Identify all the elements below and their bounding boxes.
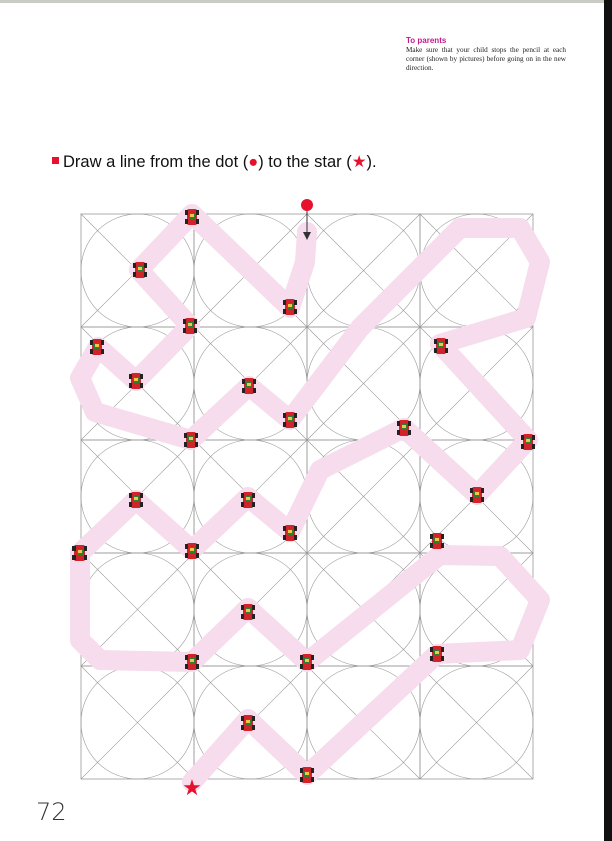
car-driver [526,439,530,442]
car-wheel [185,553,188,558]
car-wheel [441,647,444,652]
race-car-icon [430,646,444,662]
end-star: ★ [182,776,202,801]
car-wheel [532,444,535,449]
race-car-icon [241,604,255,620]
car-wheel [194,319,197,324]
race-car-icon [397,420,411,436]
car-wheel [241,614,244,619]
car-driver [475,492,479,495]
car-wheel [311,768,314,773]
car-wheel [133,263,136,268]
car-driver [246,609,250,612]
star-icon: ★ [351,153,367,171]
car-wheel [294,526,297,531]
car-wheel [294,413,297,418]
car-wheel [140,493,143,498]
parents-note-title: To parents [406,36,447,45]
car-wheel [84,555,87,560]
car-wheel [397,421,400,426]
car-driver [435,538,439,541]
car-wheel [283,300,286,305]
car-wheel [241,725,244,730]
car-wheel [241,605,244,610]
car-wheel [185,664,188,669]
car-wheel [481,497,484,502]
race-car-icon [521,434,535,450]
car-wheel [397,430,400,435]
car-driver [288,304,292,307]
car-driver [134,497,138,500]
car-wheel [521,444,524,449]
car-wheel [441,543,444,548]
race-car-icon [283,525,297,541]
car-wheel [129,502,132,507]
car-wheel [300,655,303,660]
race-car-icon [283,412,297,428]
car-wheel [481,488,484,493]
car-driver [190,548,194,551]
car-wheel [140,383,143,388]
race-car-icon [90,339,104,355]
car-driver [78,550,82,553]
dot-icon: ● [248,153,259,171]
car-wheel [252,716,255,721]
car-wheel [73,555,76,560]
race-car-icon [183,318,197,334]
car-wheel [241,716,244,721]
car-wheel [532,435,535,440]
race-car-icon [73,545,87,561]
car-driver [288,417,292,420]
car-wheel [283,413,286,418]
race-car-icon [434,338,448,354]
race-car-icon [300,654,314,670]
car-driver [246,720,250,723]
grid-cell [81,666,194,779]
car-wheel [445,348,448,353]
car-wheel [140,502,143,507]
race-car-icon [133,262,147,278]
car-wheel [185,544,188,549]
car-wheel [470,488,473,493]
page-number: 72 [36,798,67,826]
car-wheel [183,319,186,324]
car-wheel [185,219,188,224]
car-wheel [252,614,255,619]
race-car-icon [184,432,198,448]
car-wheel [283,526,286,531]
car-wheel [184,442,187,447]
car-wheel [183,328,186,333]
car-wheel [434,348,437,353]
race-car-icon [129,373,143,389]
car-wheel [184,433,187,438]
car-wheel [129,383,132,388]
instruction-text-before: Draw a line from the dot ( [63,153,249,171]
race-car-icon [185,543,199,559]
car-wheel [294,309,297,314]
car-wheel [242,379,245,384]
car-wheel [300,777,303,782]
race-car-icon [241,492,255,508]
car-driver [439,343,443,346]
car-wheel [252,725,255,730]
race-car-icon [300,767,314,783]
car-wheel [195,442,198,447]
car-wheel [242,388,245,393]
grid-cell [420,666,533,779]
car-wheel [253,388,256,393]
car-wheel [101,349,104,354]
car-driver [134,378,138,381]
race-car-icon [185,209,199,225]
race-car-icon [185,654,199,670]
car-wheel [241,493,244,498]
car-wheel [521,435,524,440]
race-car-icon [241,715,255,731]
car-driver [402,425,406,428]
car-driver [305,659,309,662]
car-wheel [408,421,411,426]
car-driver [188,323,192,326]
race-car-icon [470,487,484,503]
car-wheel [441,656,444,661]
car-wheel [196,544,199,549]
car-wheel [73,546,76,551]
car-wheel [241,502,244,507]
car-driver [95,344,99,347]
car-wheel [430,647,433,652]
car-wheel [194,328,197,333]
race-car-icon [430,533,444,549]
car-driver [138,267,142,270]
car-wheel [133,272,136,277]
car-wheel [311,664,314,669]
car-wheel [283,535,286,540]
car-wheel [311,777,314,782]
car-wheel [196,219,199,224]
car-driver [190,659,194,662]
car-driver [305,772,309,775]
parents-note-body: Make sure that your child stops the pencil at each corner (shown by pictures) before going on in the new direction. [406,46,566,72]
car-wheel [294,300,297,305]
car-wheel [252,493,255,498]
car-wheel [283,422,286,427]
car-wheel [144,263,147,268]
car-wheel [430,656,433,661]
car-wheel [445,339,448,344]
car-wheel [300,768,303,773]
car-driver [190,214,194,217]
car-wheel [144,272,147,277]
car-wheel [408,430,411,435]
car-wheel [90,340,93,345]
car-driver [288,530,292,533]
grid-cell [307,214,420,327]
car-wheel [294,422,297,427]
car-wheel [195,433,198,438]
car-wheel [300,664,303,669]
car-wheel [430,543,433,548]
car-driver [435,651,439,654]
car-wheel [283,309,286,314]
car-driver [246,497,250,500]
car-wheel [185,655,188,660]
car-wheel [196,553,199,558]
car-driver [189,437,193,440]
car-wheel [252,605,255,610]
car-wheel [196,655,199,660]
car-wheel [252,502,255,507]
race-car-icon [283,299,297,315]
start-dot [301,199,313,211]
car-wheel [84,546,87,551]
race-car-icon [129,492,143,508]
car-wheel [90,349,93,354]
car-wheel [140,374,143,379]
car-wheel [196,210,199,215]
car-wheel [294,535,297,540]
car-wheel [253,379,256,384]
car-wheel [129,493,132,498]
car-wheel [101,340,104,345]
car-wheel [470,497,473,502]
instruction-text-after: ). [366,153,377,171]
car-wheel [196,664,199,669]
instruction-text-middle: ) to the star ( [258,153,352,171]
car-driver [247,383,251,386]
car-wheel [441,534,444,539]
race-car-icon [242,378,256,394]
car-wheel [129,374,132,379]
car-wheel [430,534,433,539]
car-wheel [434,339,437,344]
car-wheel [311,655,314,660]
car-wheel [185,210,188,215]
